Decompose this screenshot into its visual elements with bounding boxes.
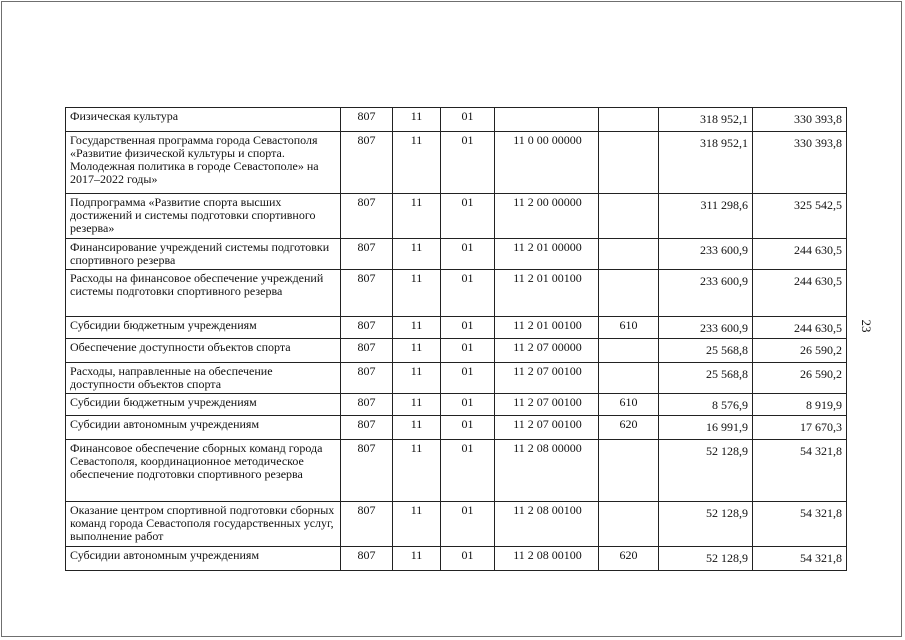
row-name: Финансовое обеспечение сборных команд города Севастополя, координационное методическое обеспечение подготовки спортивного резерва — [66, 440, 341, 502]
amount-first: 233 600,9 — [659, 239, 753, 270]
table-row — [66, 108, 847, 132]
amount-second: 54 321,8 — [753, 440, 847, 502]
table-row — [66, 239, 847, 270]
expense-type — [599, 194, 659, 239]
subsection-code: 01 — [441, 502, 495, 547]
amount-first: 318 952,1 — [659, 132, 753, 194]
expense-type — [599, 502, 659, 547]
expense-type — [599, 108, 659, 132]
amount-second: 244 630,5 — [753, 317, 847, 339]
amount-second: 54 321,8 — [753, 502, 847, 547]
grbs-code: 807 — [341, 317, 393, 339]
section-code: 11 — [393, 132, 441, 194]
grbs-code: 807 — [341, 132, 393, 194]
table-row — [66, 440, 847, 502]
row-name: Субсидии бюджетным учреждениям — [66, 394, 341, 416]
grbs-code: 807 — [341, 108, 393, 132]
section-code: 11 — [393, 547, 441, 571]
amount-second: 330 393,8 — [753, 132, 847, 194]
row-name: Финансирование учреждений системы подготовки спортивного резерва — [66, 239, 341, 270]
target-article: 11 2 00 00000 — [495, 194, 599, 239]
section-code: 11 — [393, 363, 441, 394]
subsection-code: 01 — [441, 394, 495, 416]
expense-type: 620 — [599, 547, 659, 571]
expense-type — [599, 440, 659, 502]
amount-first: 25 568,8 — [659, 339, 753, 363]
row-name: Расходы на финансовое обеспечение учреждений системы подготовки спортивного резерва — [66, 270, 341, 317]
table-row — [66, 416, 847, 440]
table-row — [66, 270, 847, 317]
table-row — [66, 363, 847, 394]
subsection-code: 01 — [441, 239, 495, 270]
section-code: 11 — [393, 317, 441, 339]
section-code: 11 — [393, 194, 441, 239]
section-code: 11 — [393, 394, 441, 416]
target-article: 11 2 08 00100 — [495, 547, 599, 571]
target-article: 11 2 01 00100 — [495, 317, 599, 339]
section-code: 11 — [393, 440, 441, 502]
table-row — [66, 394, 847, 416]
subsection-code: 01 — [441, 363, 495, 394]
expense-type: 610 — [599, 394, 659, 416]
target-article: 11 2 01 00000 — [495, 239, 599, 270]
amount-first: 311 298,6 — [659, 194, 753, 239]
section-code: 11 — [393, 270, 441, 317]
amount-second: 26 590,2 — [753, 363, 847, 394]
subsection-code: 01 — [441, 108, 495, 132]
budget-table — [65, 107, 847, 571]
expense-type — [599, 239, 659, 270]
target-article: 11 0 00 00000 — [495, 132, 599, 194]
target-article: 11 2 07 00100 — [495, 394, 599, 416]
amount-first: 8 576,9 — [659, 394, 753, 416]
subsection-code: 01 — [441, 132, 495, 194]
grbs-code: 807 — [341, 194, 393, 239]
row-name: Субсидии автономным учреждениям — [66, 416, 341, 440]
target-article: 11 2 07 00000 — [495, 339, 599, 363]
subsection-code: 01 — [441, 270, 495, 317]
amount-second: 26 590,2 — [753, 339, 847, 363]
expense-type — [599, 339, 659, 363]
grbs-code: 807 — [341, 547, 393, 571]
grbs-code: 807 — [341, 339, 393, 363]
grbs-code: 807 — [341, 440, 393, 502]
amount-first: 318 952,1 — [659, 108, 753, 132]
table-row — [66, 132, 847, 194]
table-row — [66, 317, 847, 339]
amount-first: 233 600,9 — [659, 270, 753, 317]
expense-type: 610 — [599, 317, 659, 339]
amount-second: 330 393,8 — [753, 108, 847, 132]
table-row — [66, 339, 847, 363]
subsection-code: 01 — [441, 317, 495, 339]
amount-first: 52 128,9 — [659, 547, 753, 571]
grbs-code: 807 — [341, 502, 393, 547]
target-article: 11 2 07 00100 — [495, 416, 599, 440]
target-article — [495, 108, 599, 132]
section-code: 11 — [393, 108, 441, 132]
grbs-code: 807 — [341, 416, 393, 440]
section-code: 11 — [393, 502, 441, 547]
row-name: Подпрограмма «Развитие спорта высших достижений и системы подготовки спортивного резерва» — [66, 194, 341, 239]
table-row — [66, 194, 847, 239]
grbs-code: 807 — [341, 394, 393, 416]
expense-type — [599, 270, 659, 317]
row-name: Оказание центром спортивной подготовки сборных команд города Севастополя государственных услуг, выполнение работ — [66, 502, 341, 547]
row-name: Субсидии бюджетным учреждениям — [66, 317, 341, 339]
amount-first: 52 128,9 — [659, 502, 753, 547]
expense-type — [599, 132, 659, 194]
expense-type — [599, 363, 659, 394]
grbs-code: 807 — [341, 239, 393, 270]
row-name: Физическая культура — [66, 108, 341, 132]
page-number: 23 — [859, 319, 874, 333]
table-row — [66, 502, 847, 547]
subsection-code: 01 — [441, 547, 495, 571]
subsection-code: 01 — [441, 416, 495, 440]
subsection-code: 01 — [441, 339, 495, 363]
row-name: Обеспечение доступности объектов спорта — [66, 339, 341, 363]
subsection-code: 01 — [441, 440, 495, 502]
grbs-code: 807 — [341, 363, 393, 394]
target-article: 11 2 08 00000 — [495, 440, 599, 502]
table-row — [66, 547, 847, 571]
row-name: Субсидии автономным учреждениям — [66, 547, 341, 571]
amount-first: 233 600,9 — [659, 317, 753, 339]
section-code: 11 — [393, 339, 441, 363]
amount-second: 17 670,3 — [753, 416, 847, 440]
grbs-code: 807 — [341, 270, 393, 317]
amount-second: 54 321,8 — [753, 547, 847, 571]
target-article: 11 2 08 00100 — [495, 502, 599, 547]
row-name: Государственная программа города Севастополя «Развитие физической культуры и спорта. Молодежная политика в городе Севастополе» на 2017–2022 годы» — [66, 132, 341, 194]
amount-first: 25 568,8 — [659, 363, 753, 394]
section-code: 11 — [393, 239, 441, 270]
amount-second: 325 542,5 — [753, 194, 847, 239]
amount-second: 244 630,5 — [753, 270, 847, 317]
row-name: Расходы, направленные на обеспечение доступности объектов спорта — [66, 363, 341, 394]
amount-second: 244 630,5 — [753, 239, 847, 270]
target-article: 11 2 01 00100 — [495, 270, 599, 317]
target-article: 11 2 07 00100 — [495, 363, 599, 394]
amount-second: 8 919,9 — [753, 394, 847, 416]
amount-first: 16 991,9 — [659, 416, 753, 440]
section-code: 11 — [393, 416, 441, 440]
amount-first: 52 128,9 — [659, 440, 753, 502]
subsection-code: 01 — [441, 194, 495, 239]
expense-type: 620 — [599, 416, 659, 440]
